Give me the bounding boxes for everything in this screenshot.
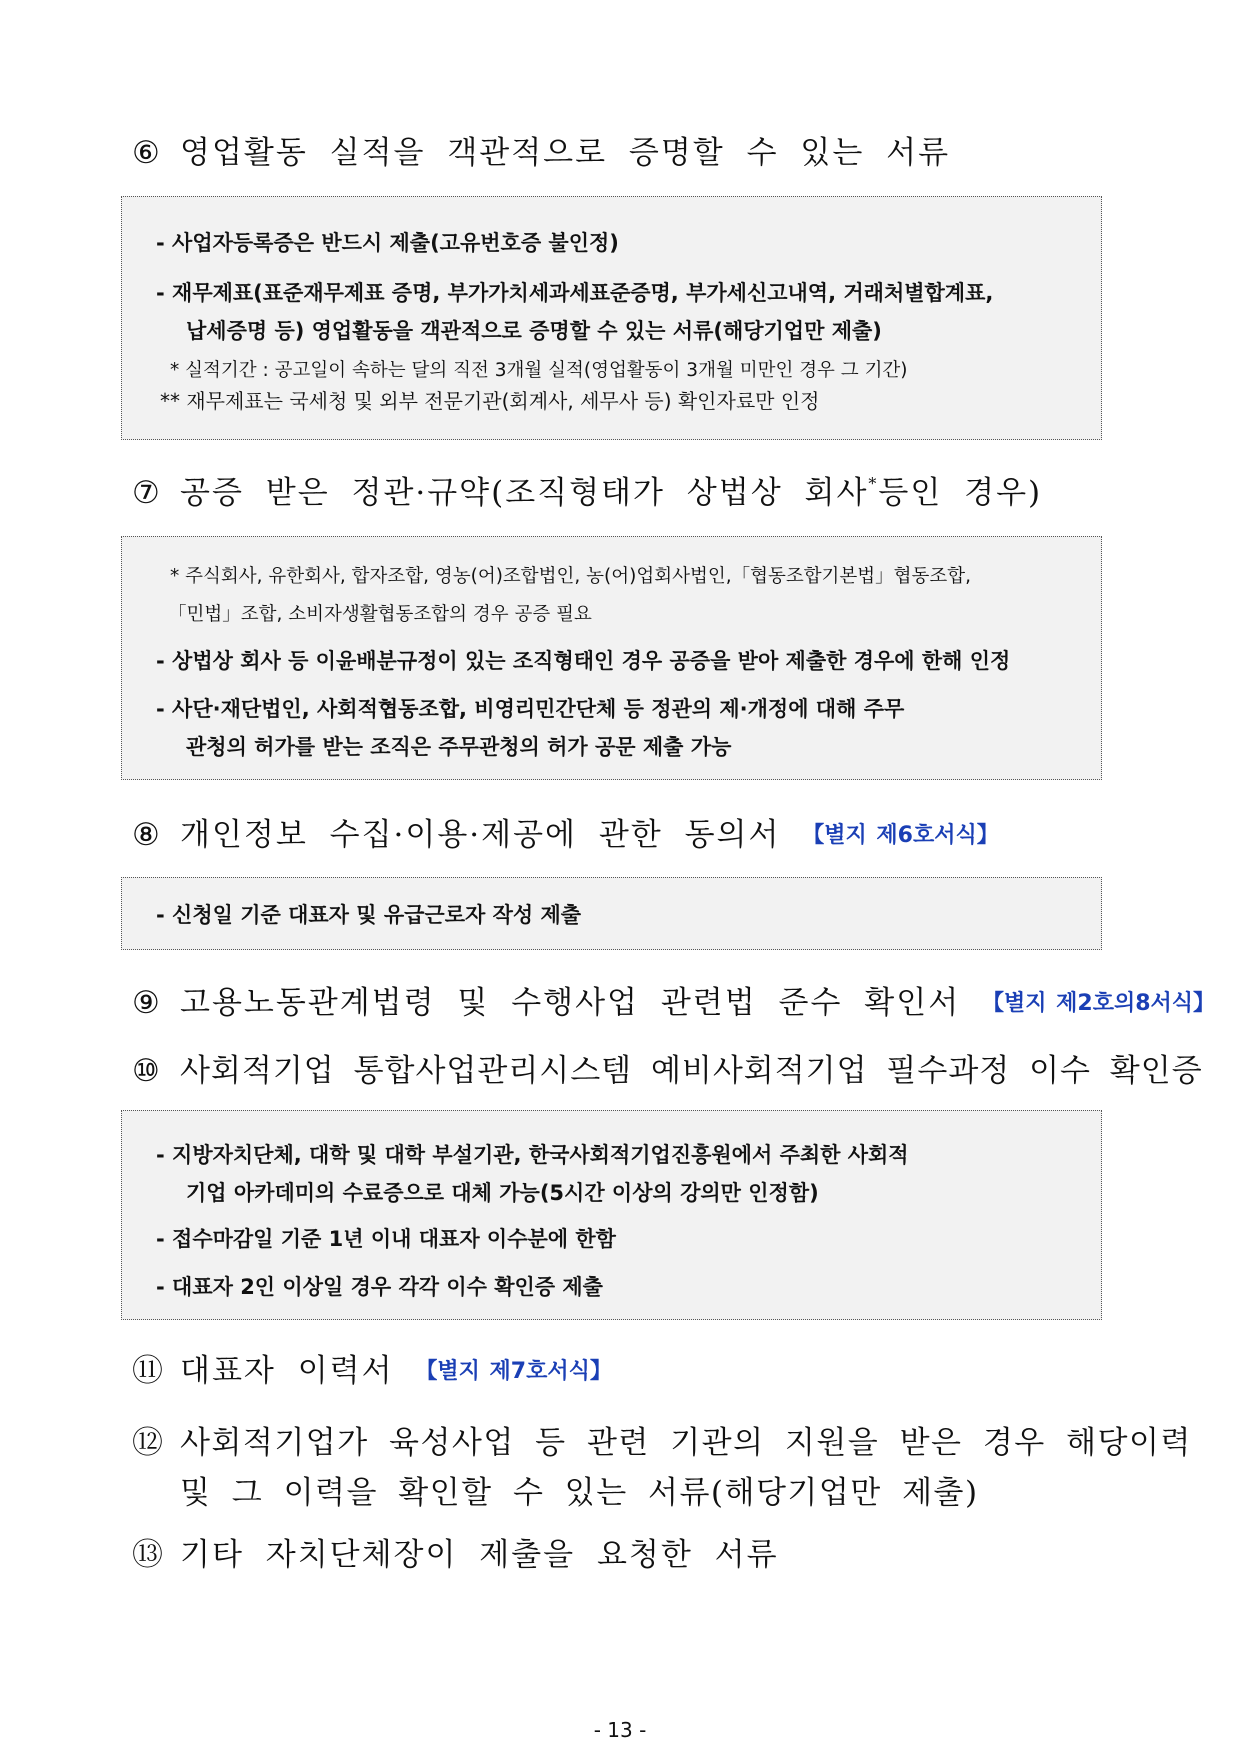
note-line: 관청의 허가를 받는 조직은 주무관청의 허가 공문 제출 가능: [186, 735, 732, 759]
section-6-heading: [132, 134, 950, 173]
section-6-title: 영업활동 실적을 객관적으로 증명할 수 있는 서류: [180, 135, 951, 171]
note-line: - 재무제표(표준재무제표 증명, 부가가치세과세표준증명, 부가세신고내역, 거래처별합계표,: [156, 281, 994, 305]
section-11-heading: [132, 1352, 612, 1391]
section-11-title: 대표자 이력서: [180, 1353, 394, 1389]
note-line: * 실적기간 : 공고일이 속하는 달의 직전 3개월 실적(영업활동이 3개월 미만인 경우 그 기간): [170, 360, 908, 381]
section-6-number: ⑥: [132, 135, 162, 171]
page-number: - 13 -: [593, 1718, 647, 1742]
section-7-title-a: 공증 받은 정관·규약(조직형태가 상법상 회사: [180, 475, 869, 511]
note-line: - 신청일 기준 대표자 및 유급근로자 작성 제출: [156, 903, 582, 927]
section-8-form-tag: 【별지 제6호서식】: [802, 823, 999, 848]
section-13-number: ⑬: [132, 1537, 165, 1573]
section-10-note-box: [121, 1110, 1102, 1320]
note-line: 납세증명 등) 영업활동을 객관적으로 증명할 수 있는 서류(해당기업만 제출): [186, 319, 882, 343]
section-12-title-continued: 및 그 이력을 확인할 수 있는 서류(해당기업만 제출): [180, 1475, 979, 1511]
section-13-title: 기타 자치단체장이 제출을 요청한 서류: [180, 1537, 779, 1573]
section-9-number: ⑨: [132, 985, 162, 1021]
section-7-number: ⑦: [132, 475, 162, 511]
note-line: - 지방자치단체, 대학 및 대학 부설기관, 한국사회적기업진흥원에서 주최한 사회적: [156, 1143, 909, 1167]
section-8-heading: [132, 816, 999, 855]
note-line: * 주식회사, 유한회사, 합자조합, 영농(어)조합법인, 농(어)업회사법인,「협동조합기본법」협동조합,: [170, 566, 972, 587]
note-line: ** 재무제표는 국세청 및 외부 전문기관(회계사, 세무사 등) 확인자료만 인정: [160, 389, 820, 413]
section-9-title: 고용노동관계법령 및 수행사업 관련법 준수 확인서: [180, 985, 961, 1021]
section-8-title: 개인정보 수집·이용·제공에 관한 동의서: [180, 817, 781, 853]
note-line: 「민법」조합, 소비자생활협동조합의 경우 공증 필요: [168, 604, 592, 625]
note-line: - 접수마감일 기준 1년 이내 대표자 이수분에 한함: [156, 1227, 616, 1251]
note-line: - 대표자 2인 이상일 경우 각각 이수 확인증 제출: [156, 1275, 603, 1299]
section-7-title-b: 등인 경우): [878, 475, 1043, 511]
section-12-number: ⑫: [132, 1425, 165, 1461]
note-line: - 사단·재단법인, 사회적협동조합, 비영리민간단체 등 정관의 제·개정에 대해 주무: [156, 697, 905, 721]
section-11-form-tag: 【별지 제7호서식】: [415, 1359, 612, 1384]
section-12-title: 사회적기업가 육성사업 등 관련 기관의 지원을 받은 경우 해당이력: [180, 1425, 1192, 1461]
section-10-heading: [132, 1052, 1203, 1091]
section-12-heading: [132, 1418, 1192, 1518]
note-line: 기업 아카데미의 수료증으로 대체 가능(5시간 이상의 강의만 인정함): [186, 1181, 819, 1205]
section-8-number: ⑧: [132, 817, 162, 853]
section-10-number: ⑩: [132, 1053, 161, 1089]
section-10-title: 사회적기업 통합사업관리시스템 예비사회적기업 필수과정 이수 확인증: [180, 1053, 1203, 1089]
section-6-note-box: [121, 196, 1102, 440]
section-8-note-box: [121, 877, 1102, 950]
section-9-form-tag: 【별지 제2호의8서식】: [982, 991, 1216, 1016]
section-11-number: ⑪: [132, 1353, 165, 1389]
note-line: - 사업자등록증은 반드시 제출(고유번호증 불인정): [156, 231, 619, 255]
note-line: - 상법상 회사 등 이윤배분규정이 있는 조직형태인 경우 공증을 받아 제출한 경우에 한해 인정: [156, 649, 1011, 673]
section-7-heading: [132, 474, 1042, 513]
section-9-heading: [132, 984, 1215, 1023]
section-13-heading: [132, 1536, 779, 1575]
section-7-title-sup: *: [868, 474, 879, 493]
section-7-note-box: [121, 536, 1102, 780]
